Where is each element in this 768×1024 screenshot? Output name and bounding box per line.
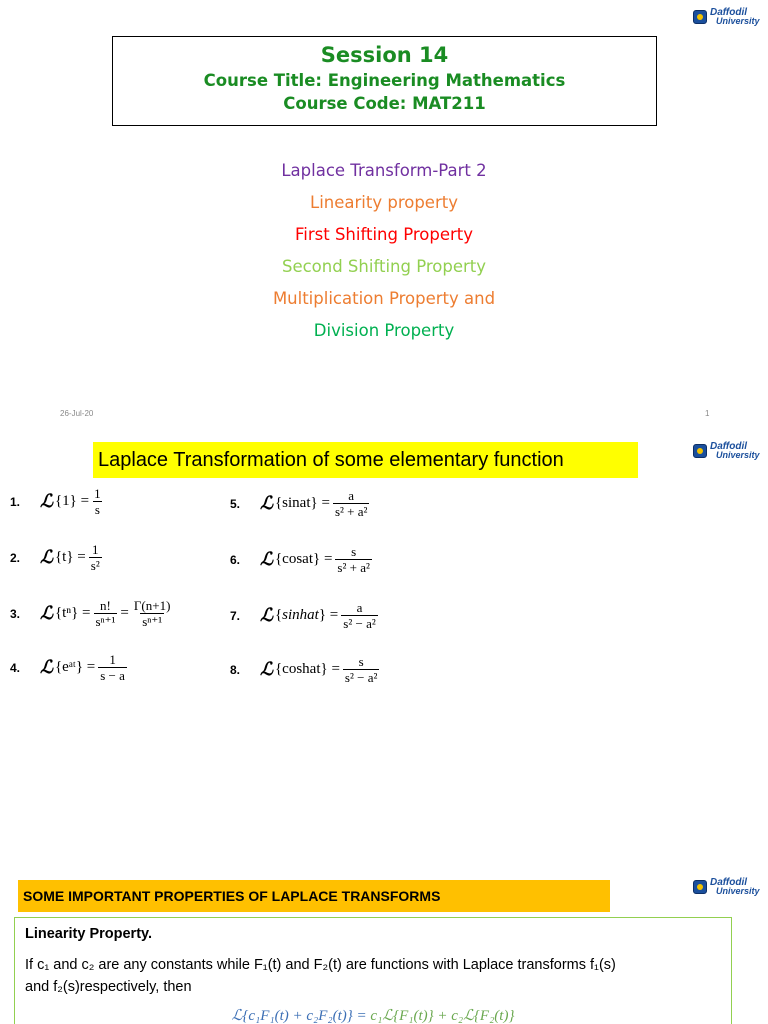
formula-arg: eᵃᵗ xyxy=(62,659,76,675)
denominator: s xyxy=(94,502,100,517)
numerator: 1 xyxy=(109,652,116,667)
formula-arg: t xyxy=(62,549,67,565)
denominator: sⁿ⁺¹ xyxy=(142,614,163,629)
title-box xyxy=(112,36,657,126)
formula-arg: sinat xyxy=(282,495,311,511)
topic-item: Laplace Transform-Part 2 xyxy=(281,161,487,180)
linearity-equation xyxy=(25,1006,721,1024)
formula-2: 2. ℒ { t } = $\frac{1}{\text{s²}}$ xyxy=(10,542,100,573)
denominator: s² xyxy=(90,558,100,573)
topic-item: Linearity property xyxy=(310,193,458,212)
formula-number: 8. xyxy=(230,662,241,677)
slide-1 xyxy=(0,0,768,430)
denominator: s² + a² xyxy=(334,504,368,519)
university-logo xyxy=(693,8,760,26)
numerator: Γ(n+1) xyxy=(133,598,171,613)
formula-number: 7. xyxy=(230,608,241,623)
linearity-box xyxy=(14,917,732,1024)
numerator: 1 xyxy=(92,542,99,557)
university-logo xyxy=(693,442,760,460)
section-heading: SOME IMPORTANT PROPERTIES OF LAPLACE TRANSFORMS xyxy=(18,880,610,912)
slide-page-number: 1 xyxy=(705,409,710,418)
session-title: Session 14 xyxy=(320,43,449,67)
denominator: s − a xyxy=(100,668,125,683)
denominator: s² + a² xyxy=(337,560,370,575)
topic-item: Multiplication Property and xyxy=(272,289,496,308)
formula-4: 4. ℒ { eᵃᵗ } = $\frac{1}{s - a}$ xyxy=(10,652,125,683)
body-line-1: If c₁ and c₂ are any constants while F₁(t) and F₂(t) are functions with Laplace transforms f₁(s) xyxy=(25,957,616,973)
equation-right: c₁ℒ{F₁(t)} + c₂ℒ{F₂(t)} xyxy=(370,1008,515,1024)
numerator: n! xyxy=(100,598,111,613)
numerator: s xyxy=(358,654,364,669)
formula-arg: coshat xyxy=(282,661,321,677)
logo-line2: University xyxy=(716,450,760,460)
slide-date: 26-Jul-20 xyxy=(60,409,94,418)
logo-line2: University xyxy=(716,16,760,26)
topic-item: First Shifting Property xyxy=(294,225,474,244)
formula-3: 3. ℒ { tⁿ } = $\frac{n!}{\text{sⁿ⁺¹}}$ = $\frac{\Gamma(n+1)}{\text{sⁿ⁺¹}}$ xyxy=(10,598,171,629)
box-title: Linearity Property. xyxy=(25,926,153,942)
topic-item: Second Shifting Property xyxy=(281,257,487,276)
numerator: s xyxy=(351,544,357,559)
formula-6: 6. ℒ { cosat } = $\frac{s}{\text{s² + a²}}$ xyxy=(230,544,370,575)
denominator: s² − a² xyxy=(343,616,376,631)
formula-arg: 1 xyxy=(62,493,70,509)
formula-number: 5. xyxy=(230,496,241,511)
formula-number: 4. xyxy=(10,660,21,675)
formula-8: 8. ℒ { coshat } = $\frac{s}{\text{s² − a²}}$ xyxy=(230,654,378,685)
formula-arg: sinhat xyxy=(282,607,319,623)
slide-title: Laplace Transformation of some elementary function xyxy=(93,442,638,478)
course-title: Course Title: Engineering Mathematics xyxy=(203,71,566,90)
formula-arg: tⁿ xyxy=(62,605,72,621)
logo-seal-icon xyxy=(693,10,707,24)
formula-arg: cosat xyxy=(282,551,313,567)
slide-2 xyxy=(0,430,768,850)
numerator: a xyxy=(356,600,363,615)
denominator: sⁿ⁺¹ xyxy=(95,614,116,629)
denominator: s² − a² xyxy=(344,670,378,685)
body-line-2: and f₂(s)respectively, then xyxy=(25,979,192,995)
formula-1: 1. ℒ { 1 } = $\frac{1}{s}$ xyxy=(10,486,101,517)
logo-line1: Daffodil xyxy=(710,441,748,452)
equation-left: ℒ{c₁F₁(t) + c₂F₂(t)} = xyxy=(231,1008,371,1024)
numerator: a xyxy=(348,488,355,503)
topic-list xyxy=(0,158,768,350)
course-code: Course Code: MAT211 xyxy=(283,94,486,113)
numerator: 1 xyxy=(94,486,101,501)
formula-number: 1. xyxy=(10,494,21,509)
formula-number: 2. xyxy=(10,550,21,565)
university-logo xyxy=(693,878,760,896)
topic-item: Division Property xyxy=(313,321,455,340)
logo-line1: Daffodil xyxy=(710,7,748,18)
logo-line2: University xyxy=(716,886,760,896)
formula-5: 5. ℒ { sinat } = $\frac{a}{\text{s² + a²}}$ xyxy=(230,488,368,519)
logo-seal-icon xyxy=(693,444,707,458)
slide-3 xyxy=(0,850,768,1024)
formula-7: 7. ℒ { sinhat } = $\frac{a}{\text{s² − a²}}$ xyxy=(230,600,376,631)
formula-number: 6. xyxy=(230,552,241,567)
formula-number: 3. xyxy=(10,606,21,621)
logo-line1: Daffodil xyxy=(710,877,748,888)
logo-seal-icon xyxy=(693,880,707,894)
